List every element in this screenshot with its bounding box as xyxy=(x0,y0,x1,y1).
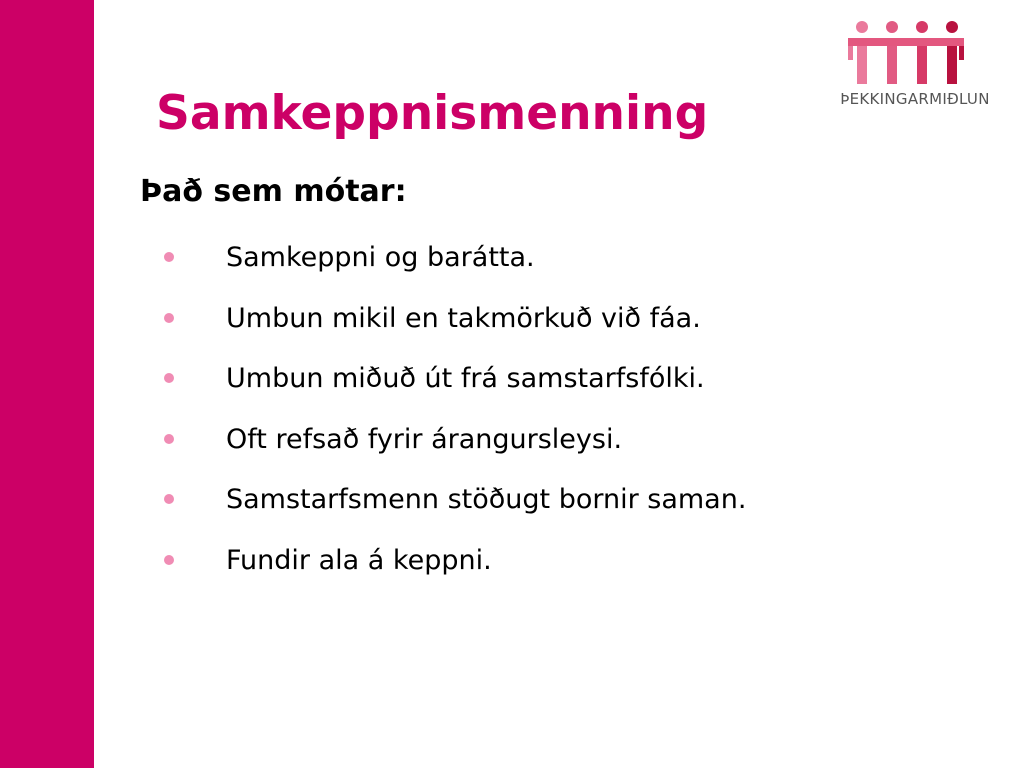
bullet-item xyxy=(0,474,1024,535)
people-bars-icon xyxy=(844,20,968,86)
bullet-list xyxy=(0,232,1024,595)
bullet-item xyxy=(0,353,1024,414)
bullet-item xyxy=(0,535,1024,596)
bullet-text: Oft refsað fyrir árangursleysi. xyxy=(226,423,623,455)
bullet-dot-icon xyxy=(164,434,174,444)
slide-subheading: Það sem mótar: xyxy=(140,174,407,209)
bullet-dot-icon xyxy=(164,252,174,262)
bullet-item xyxy=(0,293,1024,354)
bullet-dot-icon xyxy=(164,313,174,323)
bullet-dot-icon xyxy=(164,494,174,504)
bullet-text: Umbun miðuð út frá samstarfsfólki. xyxy=(226,363,705,394)
bullet-dot-icon xyxy=(164,373,174,383)
bullet-text: Samkeppni og barátta. xyxy=(226,242,535,273)
bullet-item xyxy=(0,232,1024,293)
bullet-item xyxy=(0,414,1024,475)
bullet-text: Umbun mikil en takmörkuð við fáa. xyxy=(226,302,701,334)
logo-wordmark: ÞEKKINGARMIÐLUN xyxy=(840,90,990,108)
bullet-text: Samstarfsmenn stöðugt bornir saman. xyxy=(226,484,747,515)
bullet-text: Fundir ala á keppni. xyxy=(226,544,492,576)
company-logo xyxy=(830,20,1000,115)
bullet-dot-icon xyxy=(164,555,174,565)
slide-title: Samkeppnismenning xyxy=(156,86,709,141)
